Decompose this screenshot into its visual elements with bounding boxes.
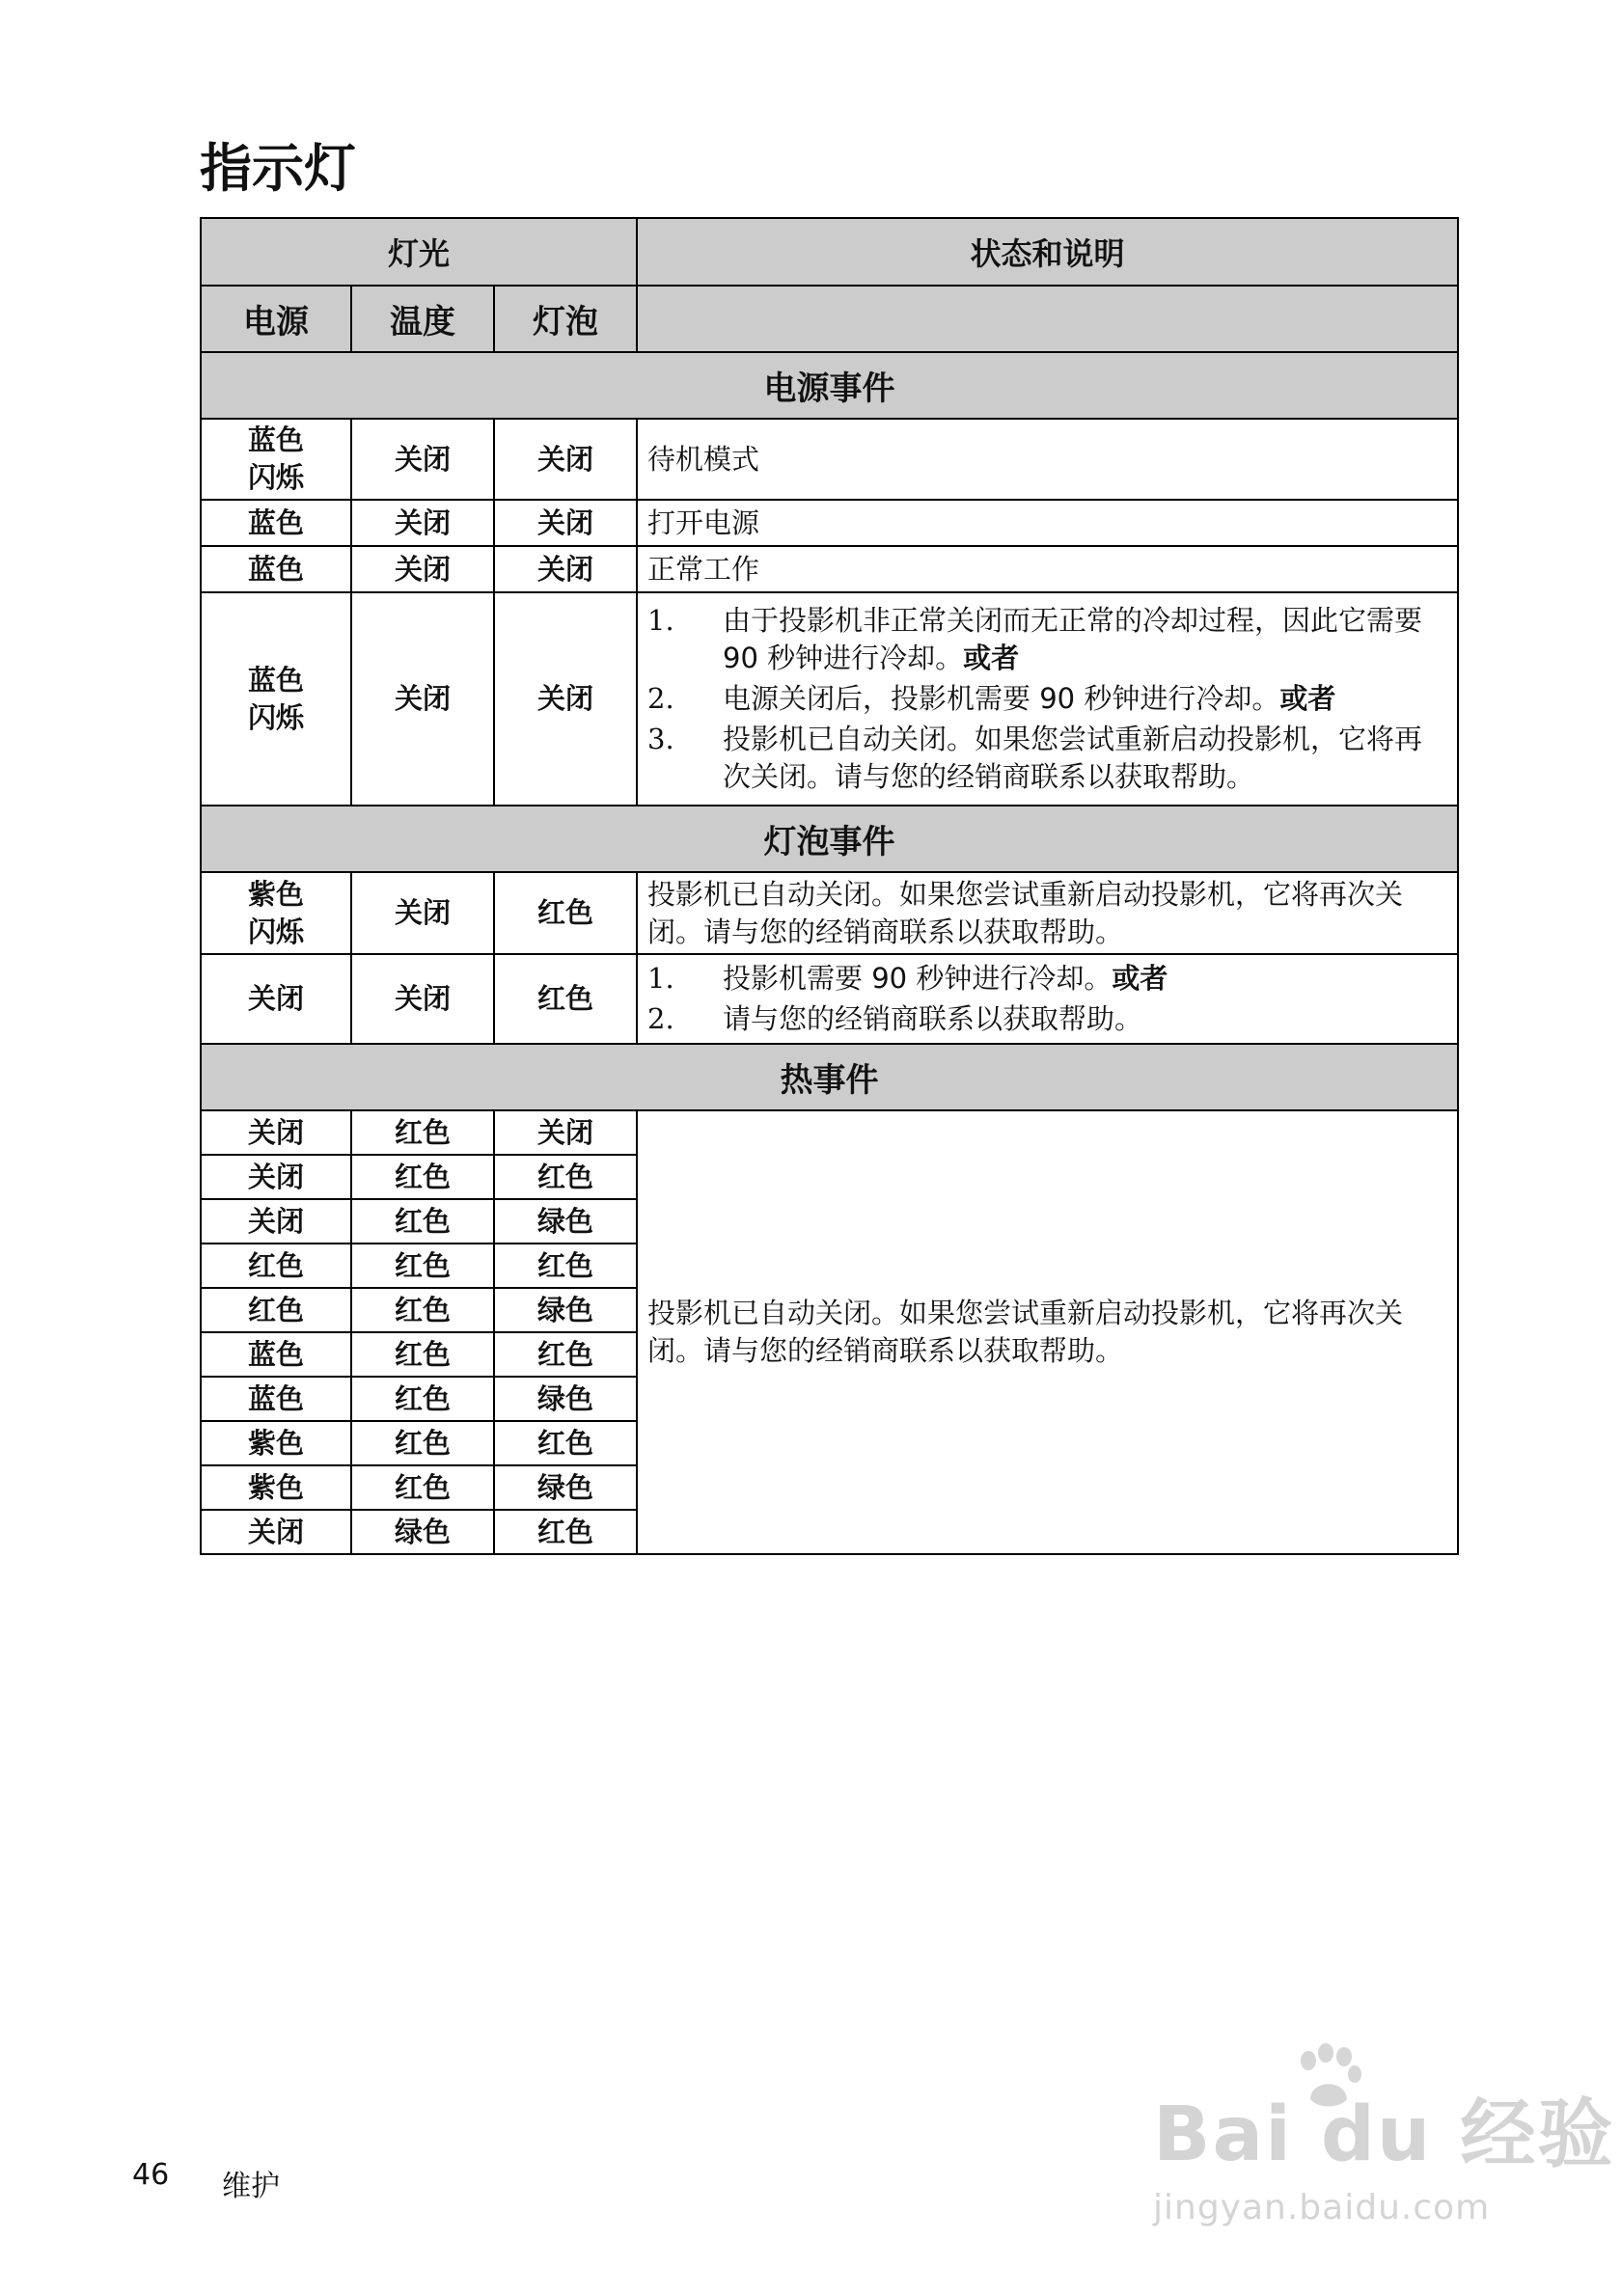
table-row (201, 546, 1458, 592)
lamp-light-cell: 关闭 (494, 546, 637, 592)
lamp-light-cell: 红色 (494, 1510, 637, 1554)
description-list-item (647, 721, 1447, 796)
lamp-light-cell: 绿色 (494, 1288, 637, 1332)
temp-light-cell: 红色 (351, 1377, 494, 1421)
temp-light-cell: 关闭 (351, 500, 494, 546)
list-text (723, 960, 1447, 998)
section-heading: 电源事件 (201, 352, 1458, 419)
table-row (201, 872, 1458, 954)
lamp-light-cell: 红色 (494, 1421, 637, 1465)
list-number: 1. (647, 604, 674, 637)
temp-light-cell: 关闭 (351, 592, 494, 806)
power-light-cell: 关闭 (201, 1510, 351, 1554)
description-list (647, 960, 1447, 1038)
power-light-cell: 关闭 (201, 1155, 351, 1199)
power-light-cell: 蓝色 闪烁 (201, 592, 351, 806)
list-text-or: 或者 (1279, 682, 1336, 715)
list-text-body: 请与您的经销商联系以获取帮助。 (723, 1002, 1143, 1035)
subheader-row (201, 286, 1458, 352)
subheader-lamp: 灯泡 (494, 286, 637, 352)
section-heading-row (201, 806, 1458, 872)
list-text (723, 680, 1447, 718)
list-number: 2. (647, 682, 674, 715)
table-row (201, 592, 1458, 806)
list-text (723, 1000, 1447, 1038)
page-title: 指示灯 (200, 138, 356, 199)
temp-light-cell: 绿色 (351, 1510, 494, 1554)
list-text-or: 或者 (1112, 962, 1168, 995)
list-text-body: 投影机需要 90 秒钟进行冷却。 (723, 962, 1113, 995)
status-description: 待机模式 (637, 419, 1458, 500)
temp-light-cell: 红色 (351, 1465, 494, 1510)
power-light-cell: 蓝色 (201, 546, 351, 592)
power-light-cell: 蓝色 (201, 1332, 351, 1377)
status-description (637, 592, 1458, 806)
header-light: 灯光 (201, 218, 637, 286)
status-description: 投影机已自动关闭。如果您尝试重新启动投影机，它将再次关闭。请与您的经销商联系以获取帮助。 (637, 1110, 1458, 1554)
temp-light-cell: 红色 (351, 1288, 494, 1332)
lamp-light-cell: 关闭 (494, 592, 637, 806)
lamp-light-cell: 绿色 (494, 1465, 637, 1510)
header-status: 状态和说明 (637, 218, 1458, 286)
section-heading: 热事件 (201, 1044, 1458, 1110)
temp-light-cell: 红色 (351, 1199, 494, 1244)
subheader-power: 电源 (201, 286, 351, 352)
subheader-temp: 温度 (351, 286, 494, 352)
lamp-light-cell: 红色 (494, 954, 637, 1044)
list-text-body: 由于投影机非正常关闭而无正常的冷却过程，因此它需要 90 秒钟进行冷却。 (723, 604, 1423, 674)
status-description: 正常工作 (637, 546, 1458, 592)
temp-light-cell: 关闭 (351, 954, 494, 1044)
lamp-light-cell: 红色 (494, 1155, 637, 1199)
status-description: 打开电源 (637, 500, 1458, 546)
list-text (723, 721, 1447, 796)
power-light-cell: 蓝色 闪烁 (201, 419, 351, 500)
power-light-cell: 红色 (201, 1288, 351, 1332)
power-light-cell: 紫色 闪烁 (201, 872, 351, 954)
power-light-cell: 蓝色 (201, 1377, 351, 1421)
list-text-or: 或者 (963, 642, 1020, 674)
watermark-url: jingyan.baidu.com (1153, 2188, 1491, 2228)
list-number: 3. (647, 723, 674, 755)
lamp-light-cell: 关闭 (494, 419, 637, 500)
indicator-table (200, 217, 1459, 1555)
list-text-body: 投影机已自动关闭。如果您尝试重新启动投影机，它将再次关闭。请与您的经销商联系以获取帮助。 (723, 723, 1423, 793)
temp-light-cell: 红色 (351, 1421, 494, 1465)
description-list-item (647, 602, 1447, 677)
lamp-light-cell: 红色 (494, 872, 637, 954)
page-number: 46 (132, 2158, 170, 2192)
temp-light-cell: 关闭 (351, 419, 494, 500)
footer-section: 维护 (222, 2170, 280, 2203)
section-heading-row (201, 352, 1458, 419)
power-light-cell: 紫色 (201, 1465, 351, 1510)
temp-light-cell: 红色 (351, 1332, 494, 1377)
list-text (723, 602, 1447, 677)
table-row (201, 500, 1458, 546)
section-heading: 灯泡事件 (201, 806, 1458, 872)
power-light-cell: 紫色 (201, 1421, 351, 1465)
lamp-light-cell: 红色 (494, 1332, 637, 1377)
watermark (1153, 2074, 1615, 2228)
table-row (201, 954, 1458, 1044)
list-number: 2. (647, 1002, 674, 1035)
temp-light-cell: 关闭 (351, 872, 494, 954)
power-light-cell: 红色 (201, 1244, 351, 1288)
watermark-logo: Bai du 经验 (1153, 2091, 1615, 2178)
power-light-cell: 关闭 (201, 1110, 351, 1155)
status-description (637, 954, 1458, 1044)
temp-light-cell: 红色 (351, 1110, 494, 1155)
temp-light-cell: 关闭 (351, 546, 494, 592)
list-text-body: 电源关闭后，投影机需要 90 秒钟进行冷却。 (723, 682, 1280, 715)
temp-light-cell: 红色 (351, 1155, 494, 1199)
description-list-item (647, 960, 1447, 998)
status-description: 投影机已自动关闭。如果您尝试重新启动投影机，它将再次关闭。请与您的经销商联系以获取帮助。 (637, 872, 1458, 954)
header-row (201, 218, 1458, 286)
subheader-status-empty (637, 286, 1458, 352)
table-row (201, 419, 1458, 500)
section-heading-row (201, 1044, 1458, 1110)
description-list-item (647, 1000, 1447, 1038)
lamp-light-cell: 绿色 (494, 1377, 637, 1421)
power-light-cell: 关闭 (201, 954, 351, 1044)
description-list (647, 602, 1447, 796)
lamp-light-cell: 关闭 (494, 1110, 637, 1155)
table-row (201, 1110, 1458, 1155)
list-number: 1. (647, 962, 674, 995)
lamp-light-cell: 绿色 (494, 1199, 637, 1244)
description-list-item (647, 680, 1447, 718)
lamp-light-cell: 关闭 (494, 500, 637, 546)
lamp-light-cell: 红色 (494, 1244, 637, 1288)
temp-light-cell: 红色 (351, 1244, 494, 1288)
power-light-cell: 蓝色 (201, 500, 351, 546)
power-light-cell: 关闭 (201, 1199, 351, 1244)
